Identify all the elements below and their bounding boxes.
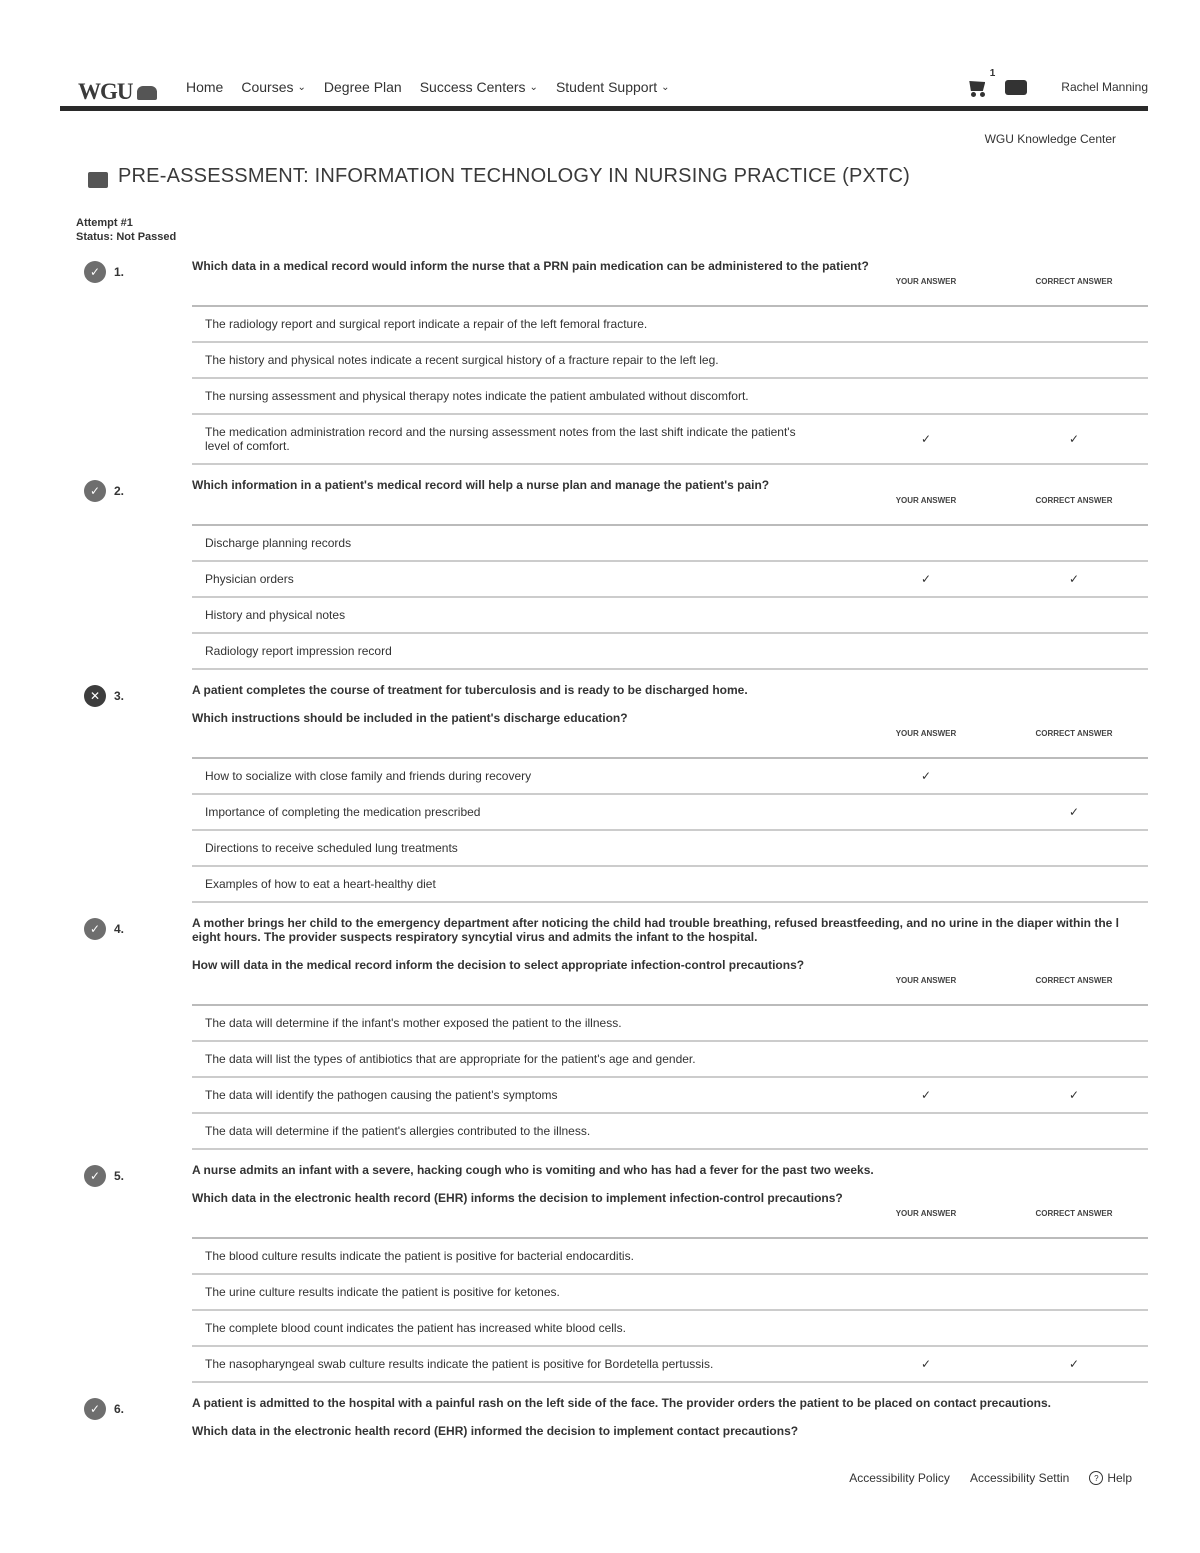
answer-header-row	[192, 729, 1148, 759]
correct-icon: ✓	[84, 261, 106, 283]
nav-link-label: Success Centers	[419, 79, 526, 95]
answer-option-row	[192, 1347, 1148, 1383]
answer-option-row	[192, 1311, 1148, 1347]
answer-option-row	[192, 415, 1148, 465]
status-label: Status: Not Passed	[76, 231, 177, 243]
answer-option-text: The data will determine if the infant's mother exposed the patient to the illness.	[205, 1016, 622, 1030]
answer-option-text: How to socialize with close family and friends during recovery	[205, 769, 532, 783]
correct-answer-header: CORRECT ANSWER	[1035, 277, 1113, 286]
answer-header-row	[192, 277, 1148, 307]
nav-link-label: Student Support	[555, 79, 658, 95]
question-number: 1.	[114, 265, 125, 279]
nav-links	[186, 79, 670, 95]
correct-icon: ✓	[84, 1398, 106, 1420]
nav-link-label: Home	[186, 79, 224, 95]
answer-option-text: Discharge planning records	[205, 536, 352, 550]
answer-option-row	[192, 526, 1148, 562]
question-body	[192, 473, 1148, 670]
your-answer-header: YOUR ANSWER	[895, 729, 957, 738]
question-number: 2.	[114, 484, 125, 498]
question-number-wrap	[84, 480, 124, 502]
question-list	[0, 254, 1200, 1448]
correct-answer-header: CORRECT ANSWER	[1035, 729, 1113, 738]
answer-option-row	[192, 1275, 1148, 1311]
answer-option-text: Examples of how to eat a heart-healthy diet	[205, 877, 436, 891]
logo-text: WGU	[78, 79, 133, 104]
cart-icon[interactable]	[967, 68, 996, 97]
your-answer-header: YOUR ANSWER	[895, 496, 957, 505]
question-number: 5.	[114, 1169, 125, 1183]
answer-option-text: Physician orders	[205, 572, 294, 586]
nav-link-1[interactable]	[241, 79, 306, 95]
chevron-down-icon: ⌄	[529, 81, 538, 93]
nav-link-2[interactable]	[324, 79, 402, 95]
answer-option-row	[192, 307, 1148, 343]
question-block	[0, 1158, 1200, 1383]
question-number-wrap	[84, 1398, 124, 1420]
footer	[849, 1471, 1132, 1485]
question-block	[0, 254, 1200, 465]
answer-option-text: The nasopharyngeal swab culture results indicate the patient is positive for Bordetella pertussis.	[205, 1357, 714, 1371]
question-number: 4.	[114, 922, 125, 936]
answer-option-text: Radiology report impression record	[205, 644, 392, 658]
cart-count-badge: 1	[989, 68, 996, 79]
nav-link-3[interactable]	[420, 79, 538, 95]
nav-right	[967, 68, 1148, 97]
answer-option-row	[192, 1006, 1148, 1042]
messages-icon[interactable]	[1005, 80, 1027, 95]
correct-answer-header: CORRECT ANSWER	[1035, 976, 1113, 985]
answer-option-row	[192, 1078, 1148, 1114]
question-body	[192, 254, 1148, 465]
question-number-wrap	[84, 685, 124, 707]
correct-answer-check-icon: ✓	[1068, 805, 1080, 819]
question-block	[0, 678, 1200, 903]
question-number-wrap	[84, 261, 124, 283]
answer-option-text: The history and physical notes indicate a recent surgical history of a fracture repair to the left leg.	[205, 353, 719, 367]
question-body	[192, 1391, 1148, 1438]
question-block	[0, 1391, 1200, 1438]
nav-link-0[interactable]	[186, 79, 223, 95]
chevron-down-icon: ⌄	[661, 81, 670, 93]
your-answer-check-icon: ✓	[920, 769, 932, 783]
question-body	[192, 911, 1148, 1150]
question-text: Which data in a medical record would inform the nurse that a PRN pain medication can be administered to the patient?	[192, 259, 869, 273]
question-body	[192, 678, 1148, 903]
your-answer-check-icon: ✓	[920, 572, 932, 586]
attempt-info	[76, 216, 176, 244]
answer-option-text: The nursing assessment and physical therapy notes indicate the patient ambulated without discomfort.	[205, 389, 749, 403]
nav-link-label: Courses	[241, 79, 294, 95]
answer-option-row	[192, 634, 1148, 670]
correct-answer-check-icon: ✓	[1068, 1088, 1080, 1102]
answer-header-row	[192, 496, 1148, 526]
answer-option-text: The data will list the types of antibiotics that are appropriate for the patient's age and gender.	[205, 1052, 696, 1066]
answer-option-row	[192, 343, 1148, 379]
nav-link-label: Degree Plan	[323, 79, 402, 95]
answer-option-row	[192, 1114, 1148, 1150]
answer-option-row	[192, 1239, 1148, 1275]
your-answer-header: YOUR ANSWER	[895, 976, 957, 985]
question-text: A mother brings her child to the emergency department after noticing the child had trouble breathing, refused breastfeeding, and no urine in the diaper within the l eight hours. The provider suspects respiratory syncytial virus and admits the infant to the hospital. How will data in the medical record inform the decision to select appropriate infection-control precautions?	[192, 916, 1119, 972]
answer-option-text: The complete blood count indicates the patient has increased white blood cells.	[205, 1321, 626, 1335]
answer-option-text: The urine culture results indicate the patient is positive for ketones.	[205, 1285, 560, 1299]
answer-option-row	[192, 1042, 1148, 1078]
answer-option-row	[192, 795, 1148, 831]
answer-option-row	[192, 867, 1148, 903]
page-title-row	[88, 165, 910, 188]
chevron-down-icon: ⌄	[297, 81, 306, 93]
question-text: A patient is admitted to the hospital with a painful rash on the left side of the face. The provider orders the patient to be placed on contact precautions. Which data in the electronic health record (EHR) informed the decision to implement contact precautions?	[192, 1396, 1051, 1438]
correct-answer-header: CORRECT ANSWER	[1035, 496, 1113, 505]
correct-answer-header: CORRECT ANSWER	[1035, 1209, 1113, 1218]
question-text: A nurse admits an infant with a severe, hacking cough who is vomiting and who has had a fever for the past two weeks. Which data in the electronic health record (EHR) informs the decision to implement infection-control precautions?	[192, 1163, 874, 1205]
incorrect-icon: ✕	[84, 685, 106, 707]
answer-option-text: History and physical notes	[205, 608, 346, 622]
your-answer-check-icon: ✓	[920, 1357, 932, 1371]
correct-answer-check-icon: ✓	[1068, 432, 1080, 446]
correct-answer-check-icon: ✓	[1068, 1357, 1080, 1371]
your-answer-check-icon: ✓	[920, 1088, 932, 1102]
knowledge-center-link[interactable]: WGU Knowledge Center	[984, 132, 1116, 146]
your-answer-header: YOUR ANSWER	[895, 277, 957, 286]
question-block	[0, 911, 1200, 1150]
question-text: A patient completes the course of treatment for tuberculosis and is ready to be discharged home. Which instructions should be included in the patient's discharge education?	[192, 683, 748, 725]
question-body	[192, 1158, 1148, 1383]
answer-option-row	[192, 598, 1148, 634]
accessibility-policy-link[interactable]: Accessibility Policy	[849, 1471, 950, 1485]
question-number-wrap	[84, 1165, 124, 1187]
correct-icon: ✓	[84, 480, 106, 502]
help-label: Help	[1107, 1471, 1132, 1485]
user-name[interactable]: Rachel Manning	[1061, 80, 1148, 94]
answer-option-text: The blood culture results indicate the patient is positive for bacterial endocarditis.	[205, 1249, 634, 1263]
answer-option-text: The data will determine if the patient's allergies contributed to the illness.	[205, 1124, 591, 1138]
answer-header-row	[192, 1209, 1148, 1239]
answer-option-text: The data will identify the pathogen causing the patient's symptoms	[205, 1088, 558, 1102]
question-block	[0, 473, 1200, 670]
owl-icon	[137, 86, 157, 100]
answer-option-row	[192, 379, 1148, 415]
question-number-wrap	[84, 918, 124, 940]
wgu-logo[interactable]	[78, 79, 157, 105]
your-answer-header: YOUR ANSWER	[895, 1209, 957, 1218]
answer-option-text: The radiology report and surgical report indicate a repair of the left femoral fracture.	[205, 317, 648, 331]
question-number: 3.	[114, 689, 125, 703]
attempt-label: Attempt #1	[76, 217, 133, 229]
answer-option-text: The medication administration record and the nursing assessment notes from the last shift indicate the patient's level of comfort.	[205, 425, 796, 453]
answer-header-row	[192, 976, 1148, 1006]
answer-option-row	[192, 562, 1148, 598]
correct-icon: ✓	[84, 918, 106, 940]
your-answer-check-icon: ✓	[920, 432, 932, 446]
question-number: 6.	[114, 1402, 125, 1416]
correct-icon: ✓	[84, 1165, 106, 1187]
help-icon: ?	[1089, 1471, 1103, 1485]
page-title: PRE-ASSESSMENT: INFORMATION TECHNOLOGY IN NURSING PRACTICE (PXTC)	[118, 165, 910, 187]
answer-option-row	[192, 759, 1148, 795]
nav-link-4[interactable]	[556, 79, 670, 95]
folder-icon	[88, 172, 108, 188]
answer-option-row	[192, 831, 1148, 867]
top-navigation	[60, 60, 1148, 111]
accessibility-settings-link[interactable]: Accessibility Settin	[969, 1471, 1070, 1485]
correct-answer-check-icon: ✓	[1068, 572, 1080, 586]
question-text: Which information in a patient's medical record will help a nurse plan and manage the patient's pain?	[192, 478, 770, 492]
answer-option-text: Importance of completing the medication prescribed	[205, 805, 481, 819]
help-button[interactable]	[1089, 1471, 1132, 1485]
answer-option-text: Directions to receive scheduled lung treatments	[205, 841, 458, 855]
